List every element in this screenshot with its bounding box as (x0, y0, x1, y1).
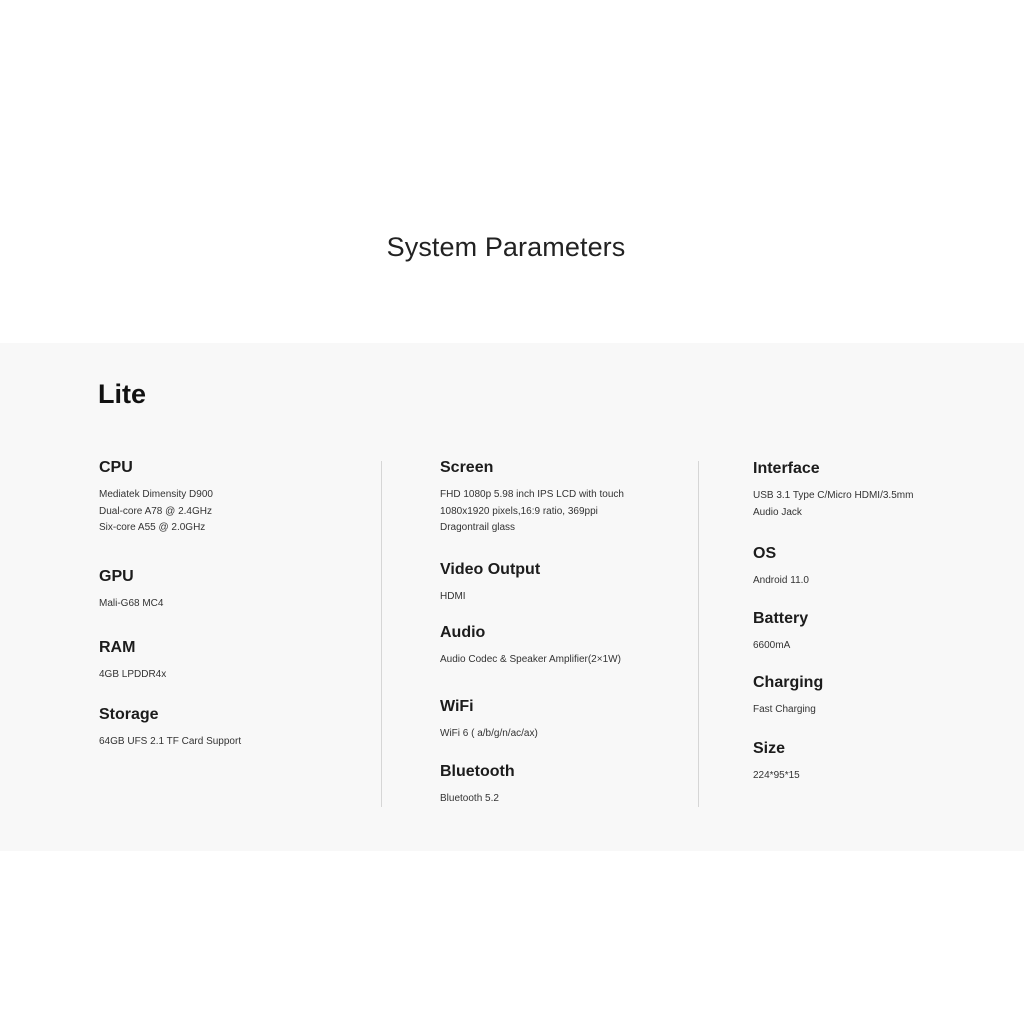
spec-value: Audio Codec & Speaker Amplifier(2×1W) (440, 654, 621, 665)
spec-label: Storage (99, 706, 159, 723)
spec-os (753, 544, 809, 590)
spec-value: Mediatek Dimensity D900 Dual-core A78 @ 2.4GHz Six-core A55 @ 2.0GHz (99, 489, 213, 533)
spec-size (753, 739, 800, 785)
spec-value: Android 11.0 (753, 575, 809, 586)
spec-charging (753, 673, 823, 719)
spec-value: FHD 1080p 5.98 inch IPS LCD with touch 1080x1920 pixels,16:9 ratio, 369ppi Dragontrail glass (440, 489, 624, 533)
column-divider-1 (381, 461, 382, 807)
spec-screen (440, 458, 624, 537)
spec-label: GPU (99, 568, 134, 585)
spec-label: Charging (753, 674, 824, 691)
spec-interface (753, 459, 913, 521)
spec-value: WiFi 6 ( a/b/g/n/ac/ax) (440, 728, 538, 739)
spec-label: OS (753, 545, 777, 562)
spec-label: Battery (753, 610, 809, 627)
spec-value: 224*95*15 (753, 770, 800, 781)
spec-value: USB 3.1 Type C/Micro HDMI/3.5mm Audio Jack (753, 490, 914, 518)
spec-label: Screen (440, 459, 494, 476)
spec-value: Bluetooth 5.2 (440, 793, 499, 804)
spec-value: HDMI (440, 591, 466, 602)
column-divider-2 (698, 461, 699, 807)
spec-storage (99, 705, 241, 751)
spec-value: 4GB LPDDR4x (99, 669, 167, 680)
spec-value: 64GB UFS 2.1 TF Card Support (99, 736, 242, 747)
spec-label: CPU (99, 459, 133, 476)
spec-cpu (99, 458, 213, 537)
spec-value: 6600mA (753, 640, 791, 651)
spec-label: RAM (99, 639, 136, 656)
spec-label: Audio (440, 624, 486, 641)
spec-wifi (440, 697, 538, 743)
spec-label: WiFi (440, 698, 474, 715)
spec-gpu (99, 567, 163, 613)
spec-label: Bluetooth (440, 763, 515, 780)
spec-battery (753, 609, 808, 655)
spec-bluetooth (440, 762, 515, 808)
spec-value: Mali-G68 MC4 (99, 598, 164, 609)
spec-label: Size (753, 740, 786, 757)
variant-heading: Lite (98, 379, 147, 409)
spec-video-output (440, 560, 540, 606)
spec-audio (440, 623, 621, 669)
page-title: System Parameters (386, 232, 626, 262)
spec-label: Interface (753, 460, 820, 477)
spec-value: Fast Charging (753, 704, 816, 715)
spec-label: Video Output (440, 561, 541, 578)
spec-ram (99, 638, 166, 684)
